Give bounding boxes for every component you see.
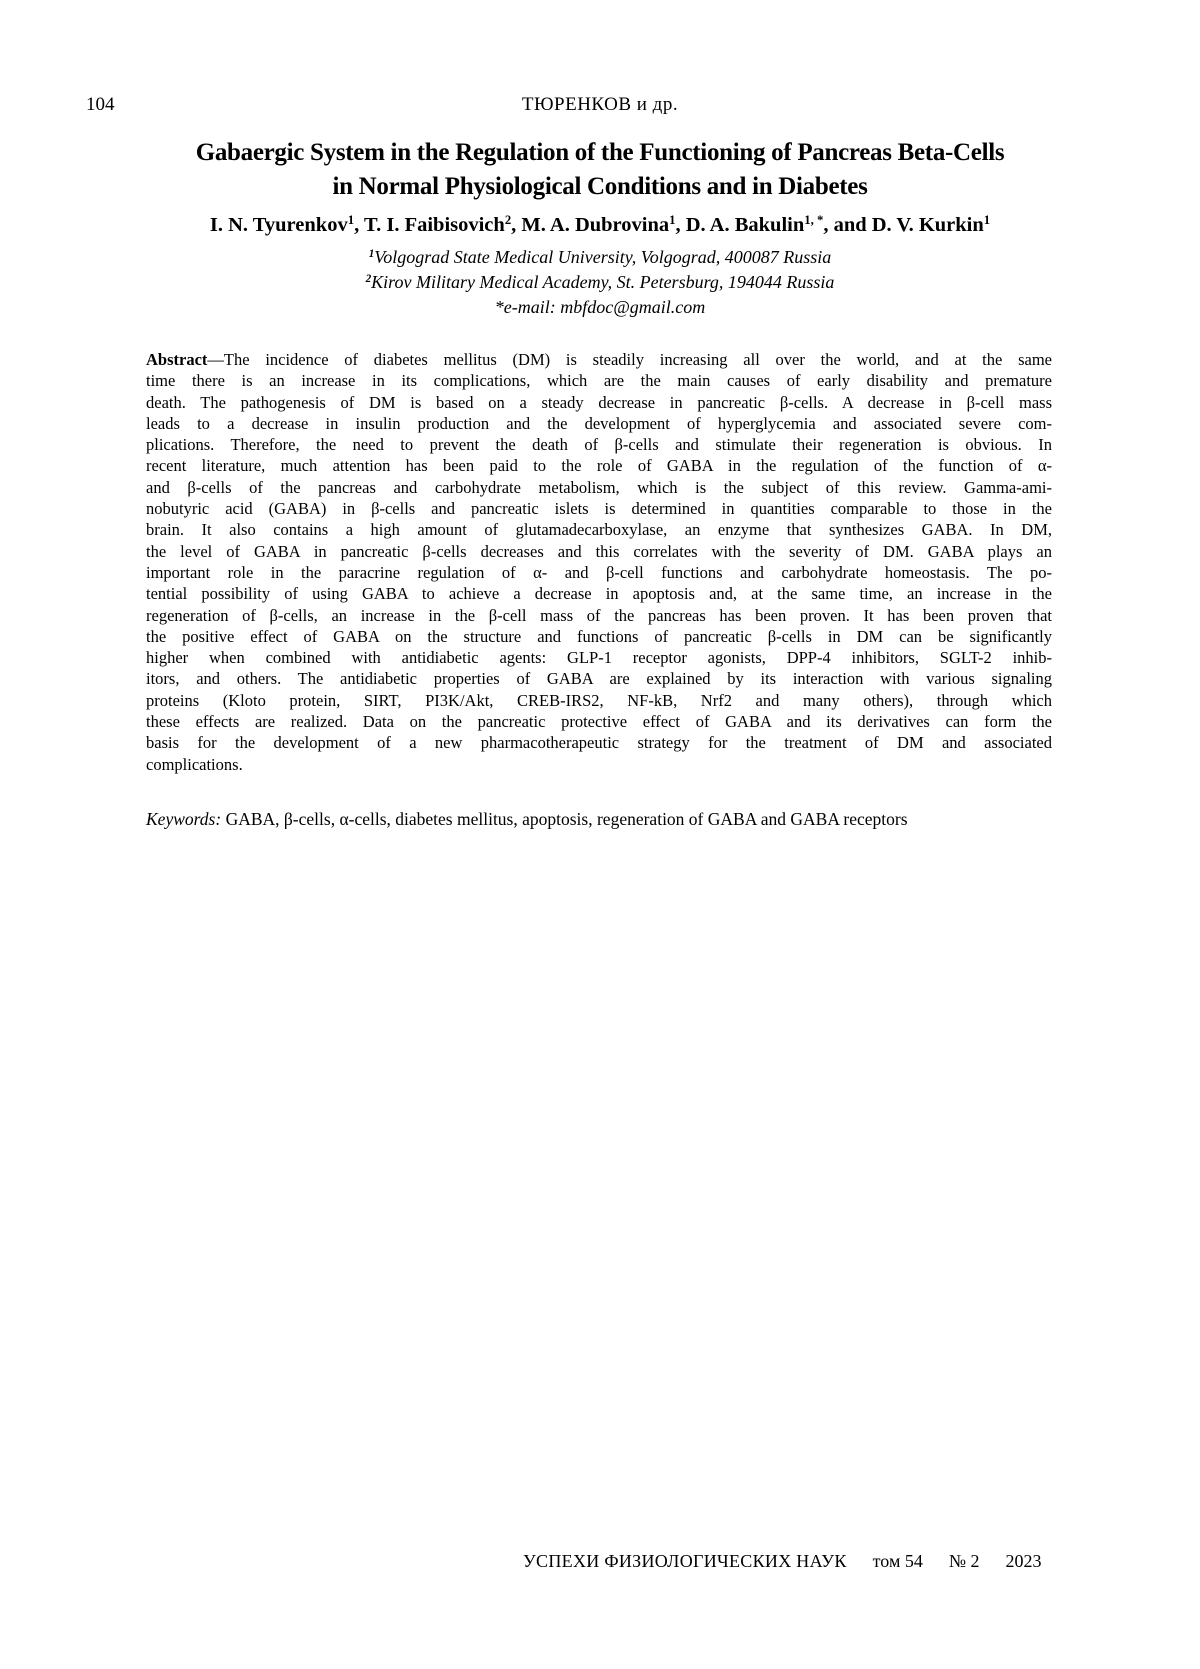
abstract-line: these effects are realized. Data on the pancreatic protective effect of GABA and its derivatives can form the xyxy=(146,712,1052,732)
abstract-line: plications. Therefore, the need to prevent the death of β-cells and stimulate their regeneration is obvious. In xyxy=(146,435,1052,455)
author-affiliation-superscript: 1, * xyxy=(804,213,824,228)
abstract-line: time there is an increase in its complications, which are the main causes of early disability and premature xyxy=(146,371,1052,391)
abstract-line: important role in the paracrine regulation of α- and β-cell functions and carbohydrate homeostasis. The po- xyxy=(146,562,1052,582)
abstract-line: the level of GABA in pancreatic β-cells decreases and this correlates with the severity of DM. GABA plays an xyxy=(146,541,1052,561)
journal-footer xyxy=(523,1550,1042,1572)
keywords-label: Keywords: xyxy=(146,809,222,829)
author-affiliation-superscript: 1 xyxy=(669,213,676,228)
footer-volume: том 54 xyxy=(872,1551,923,1571)
abstract-line: leads to a decrease in insulin production and the development of hyperglycemia and associated severe com- xyxy=(146,413,1052,433)
article-title xyxy=(0,136,1200,204)
affiliation-line: $^2$Kirov Military Medical Academy, St. Petersburg, 194044 Russia xyxy=(365,272,835,292)
running-head-title: ТЮРЕНКОВ и др. xyxy=(521,94,679,115)
authors-line xyxy=(0,212,1200,238)
abstract-line: higher when combined with antidiabetic agents: GLP-1 receptor agonists, DPP-4 inhibitors, SGLT-2 inhib- xyxy=(146,648,1052,668)
email-line: *e-mail: mbfdoc@gmail.com xyxy=(494,297,706,317)
abstract-line: nobutyric acid (GABA) in β-cells and pancreatic islets is determined in quantities comparable to those in the xyxy=(146,499,1052,519)
abstract-line: itors, and others. The antidiabetic properties of GABA are explained by its interaction with various signaling xyxy=(146,669,1052,689)
article-title-line-2: in Normal Physiological Conditions and in Diabetes xyxy=(332,173,868,200)
author-name: , D. A. Bakulin xyxy=(675,214,805,236)
author-affiliation-superscript: 1 xyxy=(347,213,355,228)
author-name: , M. A. Dubrovina xyxy=(511,214,670,236)
abstract-line: and β-cells of the pancreas and carbohydrate metabolism, which is the subject of this review. Gamma-ami- xyxy=(146,477,1052,497)
running-head xyxy=(86,94,1114,116)
author-affiliation-superscript: 2 xyxy=(504,213,512,228)
abstract-line: regeneration of β-cells, an increase in the β-cell mass of the pancreas has been proven. It has been proven that xyxy=(146,605,1052,625)
abstract-block xyxy=(146,349,1052,775)
affiliation-superscript: 2 xyxy=(365,272,372,285)
footer-issue: № 2 xyxy=(948,1551,980,1571)
abstract-line: recent literature, much attention has been paid to the role of GABA in the regulation of the function of α- xyxy=(146,456,1052,476)
abstract-line: tential possibility of using GABA to achieve a decrease in apoptosis and, at the same time, an increase in the xyxy=(146,584,1052,604)
abstract-line: Abstract—The incidence of diabetes mellitus (DM) is steadily increasing all over the world, and at the same xyxy=(146,350,1052,369)
author-name: I. N. Tyurenkov xyxy=(209,214,348,236)
keywords-text: GABA, β-cells, α-cells, diabetes mellitus, apoptosis, regeneration of GABA and GABA receptors xyxy=(225,809,908,829)
author-affiliation-superscript: 1 xyxy=(983,213,991,228)
affiliation-line: $^1$Volgograd State Medical University, Volgograd, 400087 Russia xyxy=(368,247,832,267)
abstract-label: Abstract xyxy=(146,350,208,369)
footer-journal-name: УСПЕХИ ФИЗИОЛОГИЧЕСКИХ НАУК xyxy=(523,1551,847,1571)
page-number: 104 xyxy=(86,94,115,115)
abstract-line: brain. It also contains a high amount of glutamadecarboxylase, an enzyme that synthesizes GABA. In DM, xyxy=(146,520,1052,540)
abstract-line: complications. xyxy=(146,754,243,774)
author-name: , T. I. Faibisovich xyxy=(354,214,505,236)
affiliations-block xyxy=(0,245,1200,320)
abstract-line: proteins (Kloto protein, SIRT, PI3K/Akt, CREB-IRS2, NF-kB, Nrf2 and many others), through which xyxy=(146,690,1052,710)
article-title-line-1: Gabaergic System in the Regulation of the Functioning of Pancreas Beta-Cells xyxy=(195,139,1005,166)
abstract-line: the positive effect of GABA on the structure and functions of pancreatic β-cells in DM can be significantly xyxy=(146,626,1052,646)
affiliation-superscript: 1 xyxy=(368,247,375,260)
keywords-line xyxy=(146,808,1106,830)
affiliations-list xyxy=(0,245,1200,295)
abstract-line: basis for the development of a new pharmacotherapeutic strategy for the treatment of DM and associated xyxy=(146,733,1052,753)
author-name: , and D. V. Kurkin xyxy=(823,214,984,236)
abstract-line: death. The pathogenesis of DM is based on a steady decrease in pancreatic β-cells. A decrease in β-cell mass xyxy=(146,392,1052,412)
footer-year: 2023 xyxy=(1005,1551,1042,1571)
